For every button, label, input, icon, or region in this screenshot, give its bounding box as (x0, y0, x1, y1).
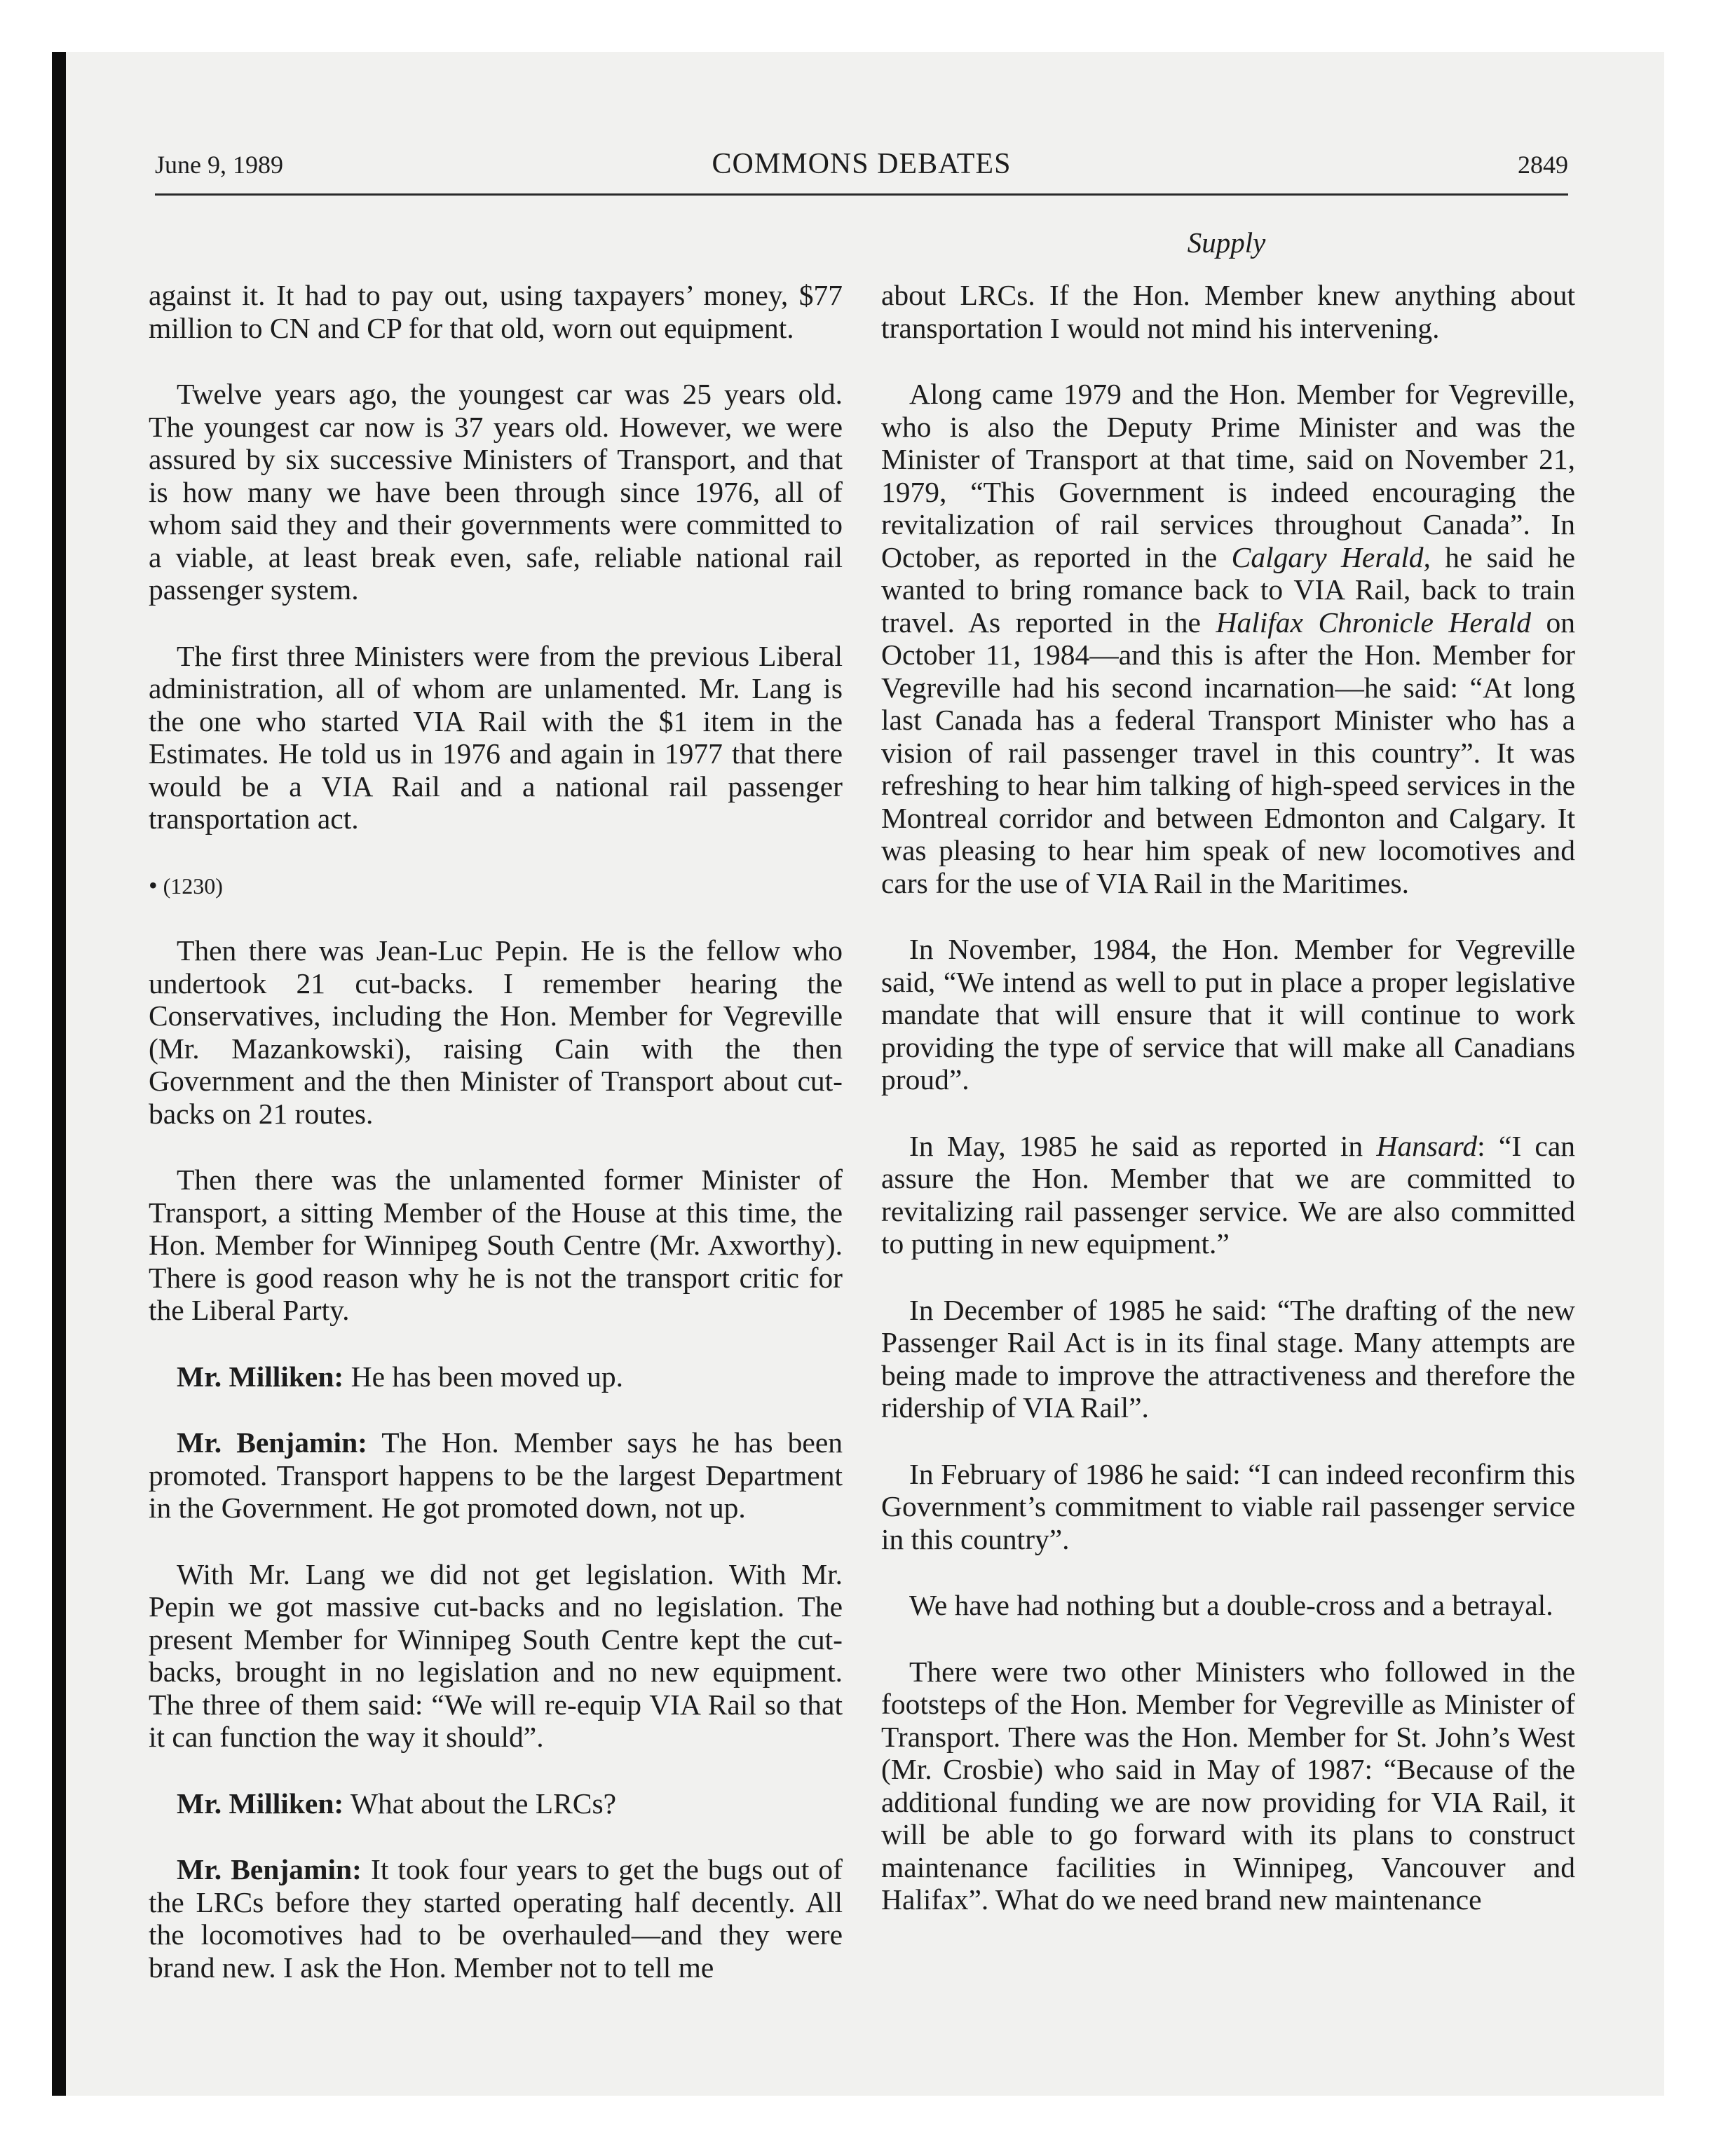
speech (149, 1426, 843, 1524)
speaker-name: Mr. Milliken: (177, 1360, 344, 1393)
paragraph (881, 378, 1575, 899)
speech (149, 1853, 843, 1984)
section-label: Supply (1187, 226, 1266, 259)
speech-text: What about the LRCs? (343, 1787, 617, 1820)
paragraph: With Mr. Lang we did not get legislation. With Mr. Pepin we got massive cut-backs and no legislation. The present Member for Winnipeg South Centre kept the cut-backs, brought in no legislation and no new equipment. The three of them said: “We will re-equip VIA Rail so that it can function the way it should”. (149, 1557, 843, 1753)
publication-title: Hansard (1376, 1129, 1478, 1162)
scan-edge (52, 52, 66, 2096)
speech-text: It took four years to get the bugs out of the LRCs before they started operating half decently. All the locomotives had to be overhauled—and they were brand new. I ask the Hon. Member not to tell me (149, 1853, 843, 1984)
paragraph: against it. It had to pay out, using taxpayers’ money, $77 million to CN and CP for that old, worn out equipment. (149, 279, 843, 344)
right-column (881, 279, 1575, 1950)
speaker-name: Mr. Benjamin: (177, 1853, 362, 1885)
paragraph: The first three Ministers were from the previous Liberal administration, all of whom are unlamented. Mr. Lang is the one who started VIA Rail with the $1 item in the Estimates. He told us in 1976 and again in 1977 that there would be a VIA Rail and a national rail passenger transportation act. (149, 639, 843, 835)
publication-title: Halifax Chronicle Herald (1216, 606, 1531, 639)
time-mark: (1230) (163, 873, 223, 899)
paragraph: Twelve years ago, the youngest car was 25 years old. The youngest car now is 37 years old. However, we were assured by six successive Ministers of Transport, and that is how many we have been through since 1976, all of whom said they and their governments were committed to a viable, at least break even, safe, reliable national rail passenger system. (149, 378, 843, 606)
paragraph: about LRCs. If the Hon. Member knew anything about transportation I would not mind his intervening. (881, 279, 1575, 344)
speech (149, 1360, 843, 1393)
header-title: COMMONS DEBATES (712, 148, 1012, 180)
paragraph (881, 1130, 1575, 1260)
paragraph: Then there was the unlamented former Minister of Transport, a sitting Member of the House at this time, the Hon. Member for Winnipeg South Centre (Mr. Axworthy). There is good reason why he is not the transport critic for the Liberal Party. (149, 1164, 843, 1326)
text-run: he said he wanted to bring romance back to VIA Rail, back to train travel. As reported in the (881, 540, 1575, 639)
text-run: : “I can assure the Hon. Member that we are committed to revitalizing rail passenger service. We are also committed to putting in new equipment.” (881, 1129, 1576, 1260)
text-run: In May, 1985 he said as reported in (909, 1129, 1377, 1162)
header-date: June 9, 1989 (155, 151, 283, 179)
text-run: on October 11, 1984—and this is after the Hon. Member for Vegreville had his second incarnation—he said: “At long last Canada has a federal Transport Minister who has a vision of rail passenger travel in this country”. It was refreshing to hear him talking of high-speed services in the Montreal corridor and between Edmonton and Calgary. It was pleasing to hear him speak of new locomotives and cars for the use of VIA Rail in the Maritimes. (881, 606, 1575, 899)
bullet-icon: • (149, 871, 158, 899)
paragraph: In December of 1985 he said: “The drafting of the new Passenger Rail Act is in its final stage. Many attempts are being made to improve the attractiveness and therefore the ridership of VIA Rail”. (881, 1293, 1575, 1424)
page-number: 2849 (1518, 151, 1568, 179)
text-run: Along came 1979 and the Hon. Member for Vegreville, who is also the Deputy Prime Minister and was the Minister of Transport at that time, said on November 21, 1979, “This Government is indeed encouraging the revitalization of rail services throughout Canada”. In October, as reported in the (881, 378, 1575, 573)
publication-title: Calgary Herald, (1231, 540, 1431, 573)
running-head (155, 147, 1568, 196)
left-column (149, 279, 843, 2017)
paragraph: We have had nothing but a double-cross and a betrayal. (909, 1589, 1553, 1621)
speech (149, 1787, 843, 1820)
paragraph: In November, 1984, the Hon. Member for Vegreville said, “We intend as well to put in place a proper legislative mandate that will ensure that it will continue to work providing the type of service that will make all Canadians proud”. (881, 933, 1575, 1096)
paragraph: In February of 1986 he said: “I can indeed reconfirm this Government’s commitment to viable rail passenger service in this country”. (881, 1457, 1575, 1555)
speaker-name: Mr. Benjamin: (177, 1426, 367, 1459)
paragraph: There were two other Ministers who followed in the footsteps of the Hon. Member for Vegreville as Minister of Transport. There was the Hon. Member for St. John’s West (Mr. Crosbie) who said in May of 1987: “Because of the additional funding we are now providing for VIA Rail, it will be able to go forward with its plans to construct maintenance facilities in Winnipeg, Vancouver and Halifax”. What do we need brand new maintenance (881, 1655, 1575, 1916)
time-marker (149, 869, 843, 903)
speech-text: The Hon. Member says he has been promoted. Transport happens to be the largest Department in the Government. He got promoted down, not up. (149, 1426, 843, 1524)
speaker-name: Mr. Milliken: (177, 1787, 344, 1820)
paragraph: Then there was Jean-Luc Pepin. He is the fellow who undertook 21 cut-backs. I remember hearing the Conservatives, including the Hon. Member for Vegreville (Mr. Mazankowski), raising Cain with the then Government and the then Minister of Transport about cut-backs on 21 routes. (149, 934, 843, 1130)
speech-text: He has been moved up. (343, 1360, 623, 1393)
